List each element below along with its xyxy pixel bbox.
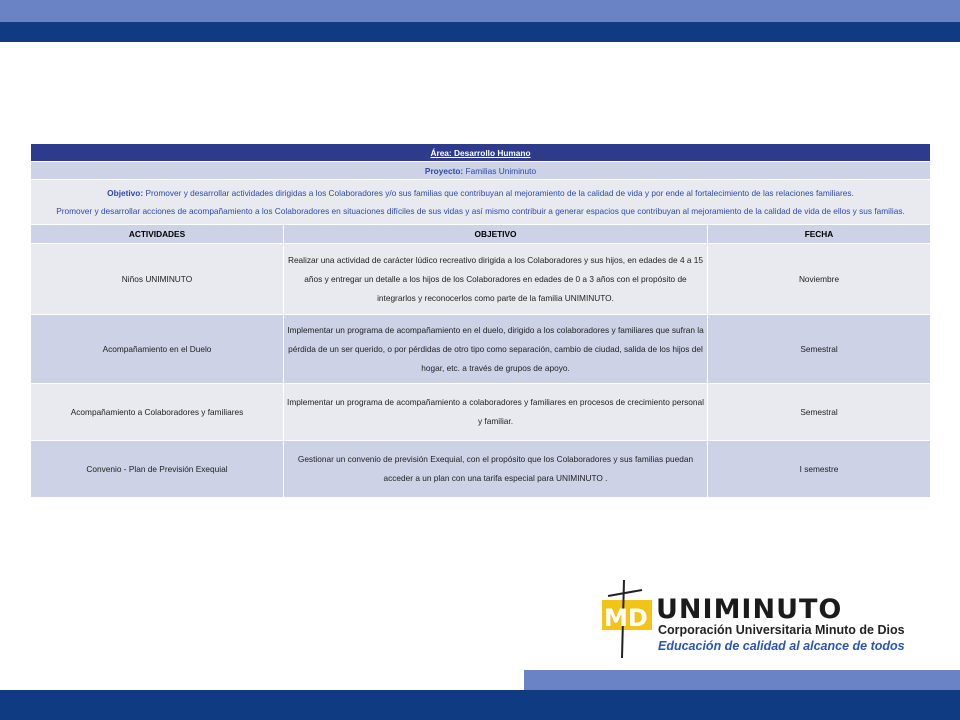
uniminuto-logo: [598, 578, 928, 660]
table-row: [31, 384, 931, 441]
area-row: [31, 144, 931, 162]
bottom-decor-band: [524, 670, 960, 690]
activity-objective: Implementar un programa de acompañamiento en el duelo, dirigido a los colaboradores y familiares que sufran la pérdida de un ser querido, o por pérdidas de otro tipo como separación, cambio de ciudad, salida de los hijos del hogar, etc. a través de grupos de apoyo.: [284, 315, 708, 384]
table-row: [31, 315, 931, 384]
activity-date: I semestre: [708, 441, 931, 498]
logo-cross-icon: [598, 578, 658, 660]
objetivo-text-2: Promover y desarrollar acciones de acompañamiento a los Colaboradores en situaciones difíciles de sus vidas y así mismo contribuir a generar espacios que contribuyan al mejoramiento de la calidad de vida de ellos y sus familias.: [56, 206, 905, 216]
logo-tagline: Educación de calidad al alcance de todos: [658, 639, 905, 653]
table-row: [31, 244, 931, 315]
proyecto-cell: [31, 162, 931, 180]
logo-subtitle: Corporación Universitaria Minuto de Dios: [658, 623, 905, 637]
activity-name: Acompañamiento en el Duelo: [31, 315, 284, 384]
logo-initials: MD: [604, 604, 648, 632]
header-actividades: ACTIVIDADES: [31, 225, 284, 244]
activity-objective: Implementar un programa de acompañamiento a colaboradores y familiares en procesos de crecimiento personal y familiar.: [284, 384, 708, 441]
activity-date: Semestral: [708, 384, 931, 441]
activity-date: Noviembre: [708, 244, 931, 315]
logo-wordmark: UNIMINUTO: [656, 594, 843, 625]
activity-name: Niños UNIMINUTO: [31, 244, 284, 315]
top-decor-band: [0, 0, 960, 22]
header-fecha: FECHA: [708, 225, 931, 244]
activity-name: Convenio - Plan de Previsión Exequial: [31, 441, 284, 498]
bottom-decor-bar: [0, 690, 960, 720]
activity-objective: Gestionar un convenio de previsión Exequial, con el propósito que los Colaboradores y sus familias puedan acceder a un plan con una tarifa especial para UNIMINUTO .: [284, 441, 708, 498]
objetivo-text-1: Promover y desarrollar actividades dirigidas a los Colaboradores y/o sus familias que contribuyan al mejoramiento de la calidad de vida y por ende al fortalecimiento de las relaciones familiares.: [145, 188, 854, 198]
objetivo-row: [31, 180, 931, 225]
proyecto-row: [31, 162, 931, 180]
header-objetivo: OBJETIVO: [284, 225, 708, 244]
objetivo-cell: [31, 180, 931, 225]
proyecto-label: Proyecto:: [424, 165, 464, 176]
activity-name: Acompañamiento a Colaboradores y familiares: [31, 384, 284, 441]
top-decor-bar: [0, 22, 960, 42]
header-row: [31, 225, 931, 244]
area-title: Área: Desarrollo Humano: [31, 144, 931, 162]
objetivo-label: Objetivo:: [107, 188, 144, 198]
activity-objective: Realizar una actividad de carácter lúdico recreativo dirigida a los Colaboradores y sus hijos, en edades de 4 a 15 años y entregar un detalle a los hijos de los Colaboradores en edades de 0 a 3 años con el propósito de integrarlos y reconocerlos como parte de la familia UNIMINUTO.: [284, 244, 708, 315]
proyecto-value: Familias Uniminuto: [465, 165, 537, 176]
activity-date: Semestral: [708, 315, 931, 384]
activities-table: [30, 143, 931, 498]
table-row: [31, 441, 931, 498]
